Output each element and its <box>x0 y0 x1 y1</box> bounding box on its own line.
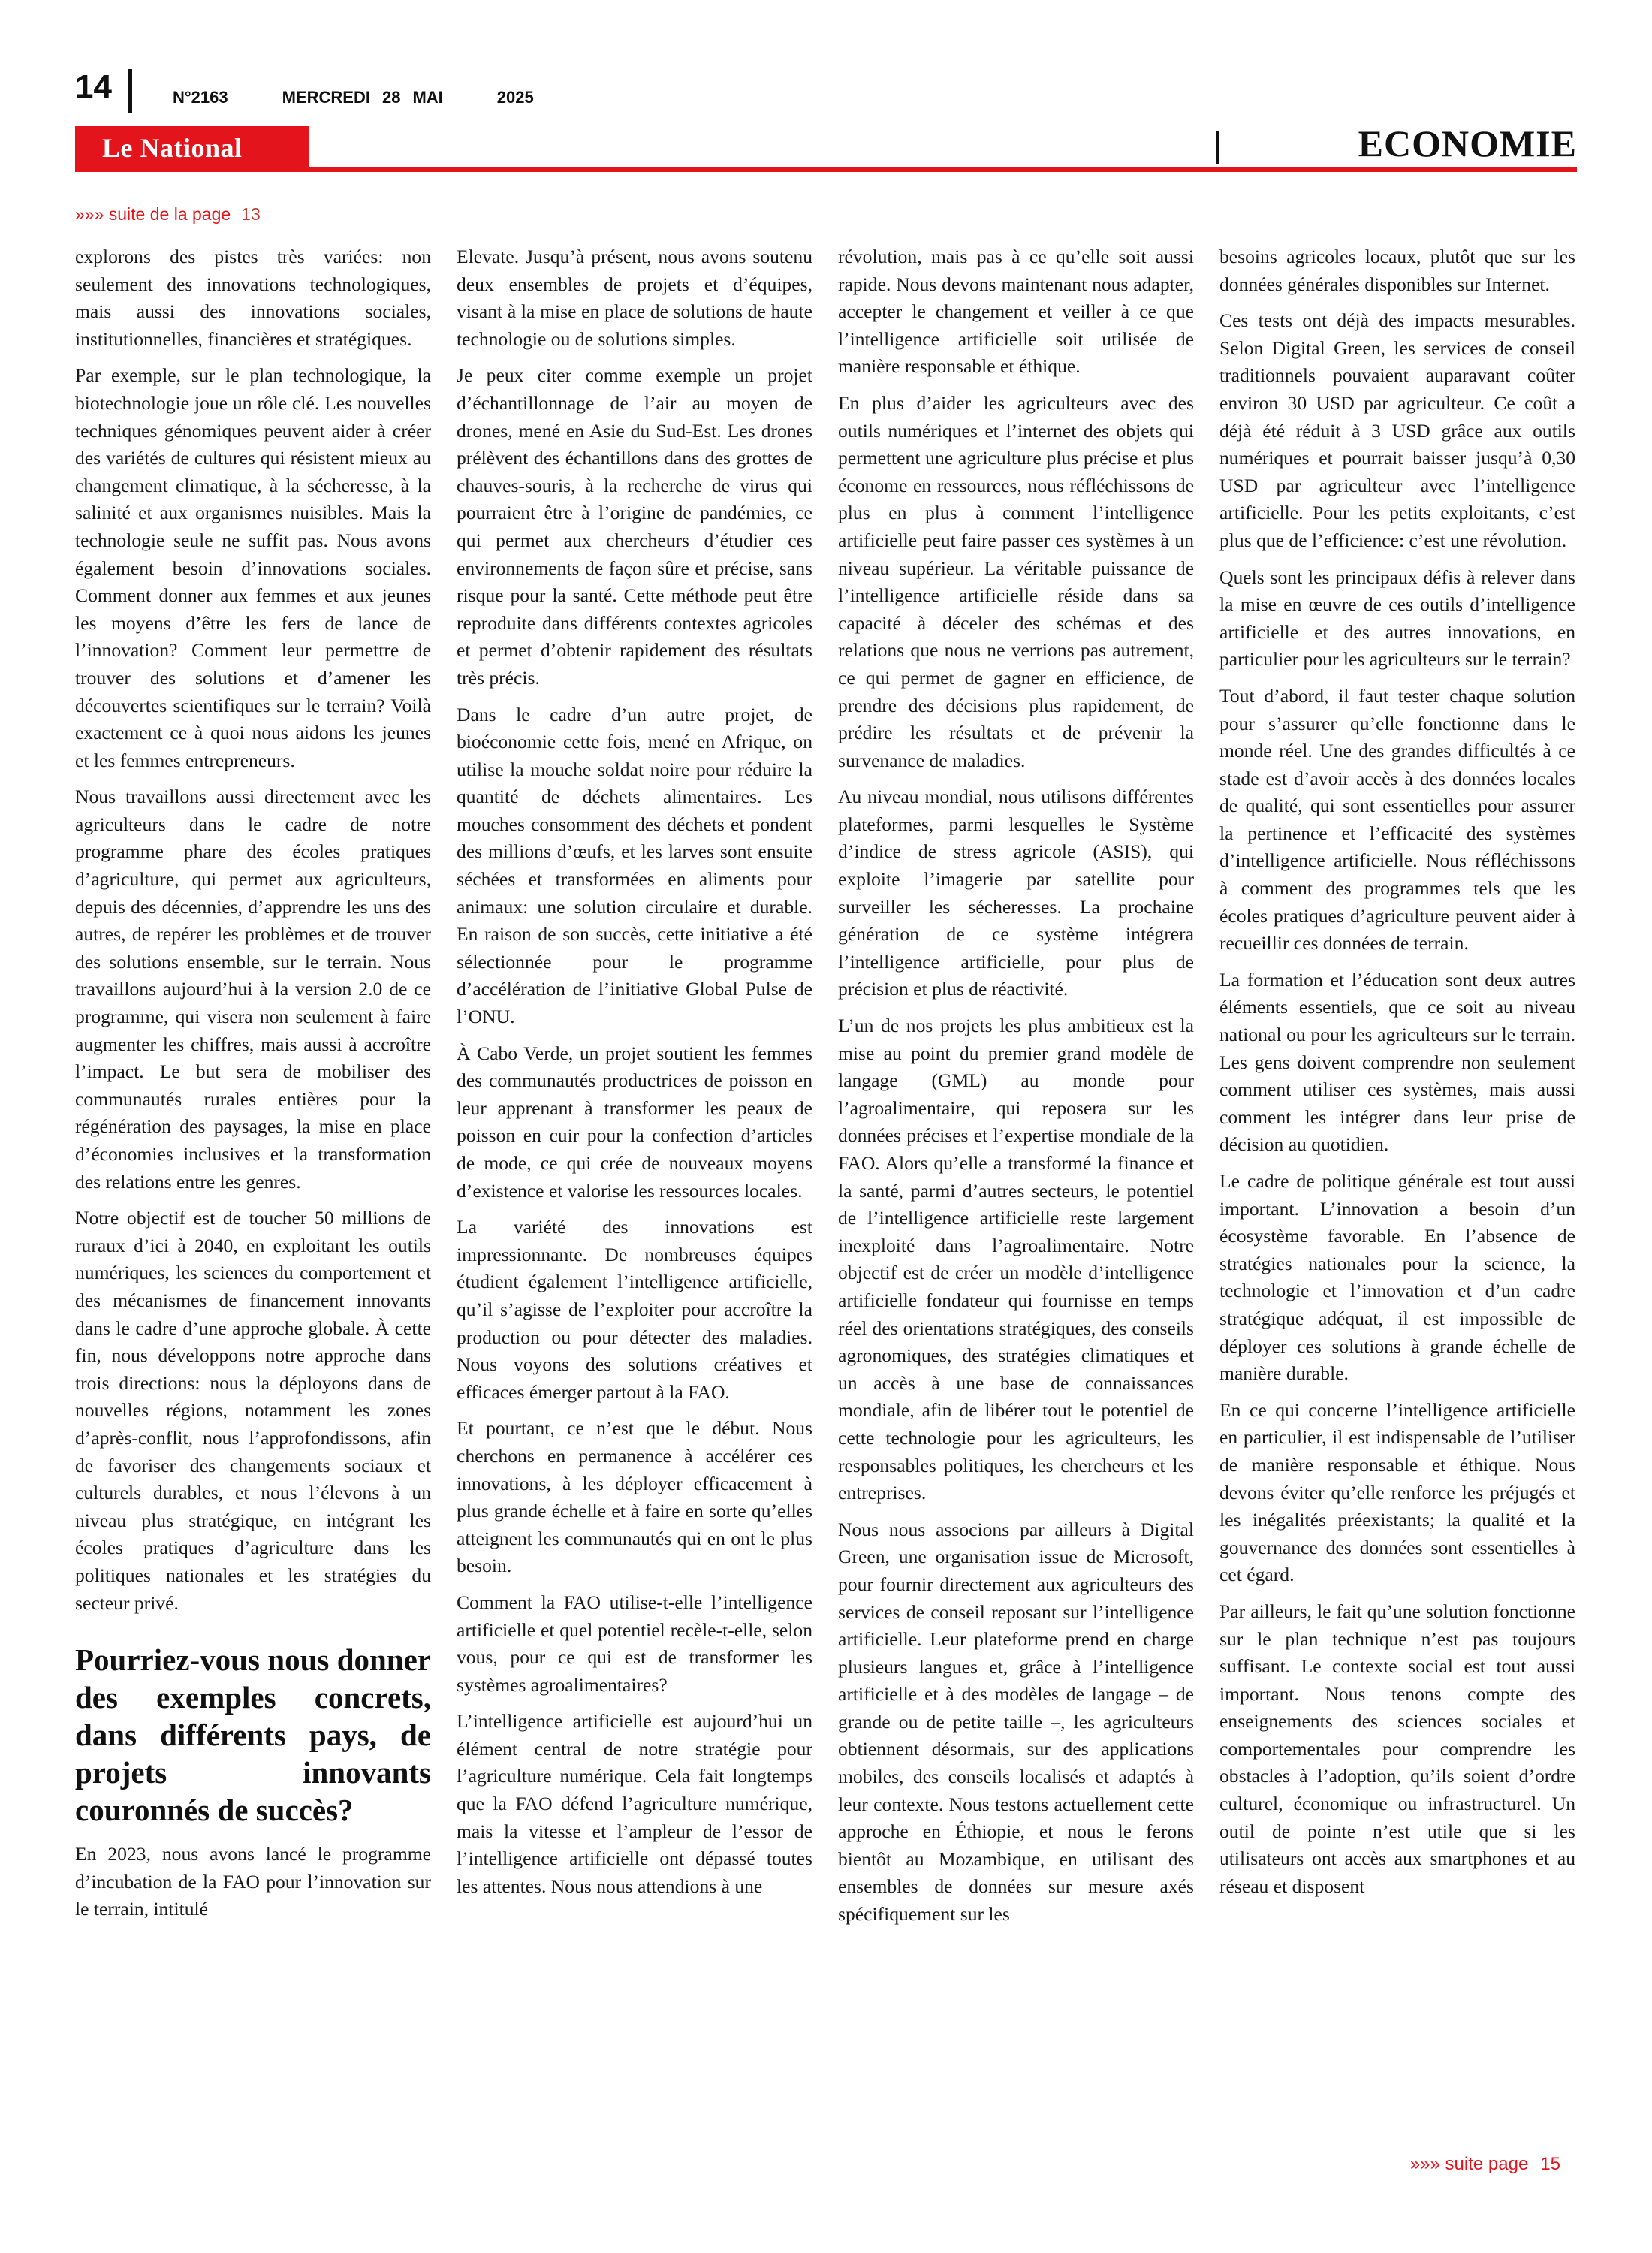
article-paragraph: explorons des pistes très variées: non seulement des innovations technologiques, mais aussi des innovations sociales, institutionnelles, financières et stratégiques. <box>75 246 431 350</box>
brand-logo: Le National <box>102 133 243 163</box>
article-paragraph: En plus d’aider les agriculteurs avec des outils numériques et l’internet des objets qui permettent une agriculture plus précise et plus économe en ressources, nous réfléchissons de plus en plus à comment l’intelligence artificielle peut faire passer ces systèmes à un niveau supérieur. La véritable puissance de l’intelligence artificielle réside dans sa capacité à déceler des schémas et des relations que nous ne verrions pas autrement, ce qui permet de gagner en efficience, de prendre des décisions plus rapidement, de prédire les résultats et de prévenir la survenance de maladies. <box>838 391 1194 771</box>
article-paragraph: En 2023, nous avons lancé le programme d’incubation de la FAO pour l’innovation sur le terrain, intitulé <box>75 1843 431 1920</box>
issue-year: 2025 <box>496 88 534 107</box>
article-paragraph: Le cadre de politique générale est tout aussi important. L’innovation a besoin d’un écosystème favorable. En l’absence de stratégies nationales pour la science, la technologie et l’innovation et d’un cadre stratégique adéquat, il est impossible de déployer ces solutions à grande échelle de manière durable. <box>1219 1170 1575 1385</box>
issue-day: 28 <box>381 88 401 107</box>
article-paragraph: À Cabo Verde, un projet soutient les femmes des communautés productrices de poisson en leur apprenant à transformer les peaux de poisson en cuir pour la confection d’articles de mode, ce qui crée de nouveaux moyens d’existence et valorise les ressources locales. <box>457 1042 812 1202</box>
section-title: ECONOMIE <box>1358 122 1577 164</box>
section-divider <box>1216 131 1219 164</box>
article-column-1 <box>75 243 431 1932</box>
issue-number: N°2163 <box>173 88 228 107</box>
continued-to <box>1410 2154 1560 2175</box>
interview-question-heading: Pourriez-vous nous donner des exemples concrets, dans différents pays, de projets innovants couronnés de succès? <box>75 1642 431 1828</box>
continued-from <box>75 204 261 225</box>
article-paragraph: Elevate. Jusqu’à présent, nous avons soutenu deux ensembles de projets et d’équipes, visant à la mise en place de solutions de haute technologie ou de solutions simples. <box>457 246 812 350</box>
article-paragraph: Ces tests ont déjà des impacts mesurables. Selon Digital Green, les services de conseil traditionnels pouvaient auparavant coûter environ 30 USD par agriculteur. Ce coût a déjà été réduit à 3 USD grâce aux outils numériques et pourrait baisser jusqu’à 0,30 USD par agriculteur avec l’intelligence artificielle. Pour les petits exploitants, c’est plus que de l’efficience: c’est une révolution. <box>1219 309 1575 551</box>
article-paragraph: La variété des innovations est impressionnante. De nombreuses équipes étudient également l’intelligence artificielle, qu’il s’agisse de l’exploiter pour accroître la production ou pour détecter des maladies. Nous voyons des solutions créatives et efficaces émerger partout à la FAO. <box>457 1216 812 1403</box>
article-paragraph: Nous travaillons aussi directement avec les agriculteurs dans le cadre de notre programme phare des écoles pratiques d’agriculture, qui permet aux agriculteurs, depuis des décennies, d’apprendre les uns des autres, de repérer les problèmes et de trouver des solutions ensemble, sur le terrain. Nous travaillons aujourd’hui à la version 2.0 de ce programme, qui visera non seulement à faire augmenter les chiffres, mais aussi à accroître l’impact. Le but sera de mobiliser des communautés rurales entières pour la régénération des paysages, la mise en place d’économies inclusives et la transformation des relations entre les genres. <box>75 786 431 1193</box>
article-paragraph: En ce qui concerne l’intelligence artificielle en particulier, il est indispensable de l’utiliser de manière responsable et éthique. Nous devons éviter qu’elle renforce les préjugés et les inégalités préexistants; la qualité et la gouvernance des données sont essentielles à cet égard. <box>1219 1398 1575 1586</box>
article-paragraph: Notre objectif est de toucher 50 millions de ruraux d’ici à 2040, en exploitant les outils numériques, les sciences du comportement et des mécanismes de financement innovants dans le cadre d’une approche globale. À cette fin, nous développons notre approche dans trois directions: nous la déployons dans de nouvelles régions, notamment les zones d’après-conflit, nous l’approfondissons, afin de favoriser des changements sociaux et culturels durables, et nous l’élevons à un niveau plus stratégique, en intégrant les écoles pratiques d’agriculture dans les politiques nationales et les stratégies du secteur privé. <box>75 1207 431 1614</box>
issue-info <box>173 88 546 107</box>
article-paragraph: Nous nous associons par ailleurs à Digital Green, une organisation issue de Microsoft, pour fournir directement aux agriculteurs des services de conseil reposant sur l’intelligence artificielle. Leur plateforme prend en charge plusieurs langues et, grâce à l’intelligence artificielle et à des modèles de langage – de grande ou de petite taille –, les agriculteurs obtiennent désormais, sur des applications mobiles, des conseils localisés et adaptés à leur contexte. Nous testons actuellement cette approche en Éthiopie, et nous le ferons bientôt au Mozambique, en utilisant des ensembles de données sur mesure axés spécifiquement sur les <box>838 1518 1194 1926</box>
article-paragraph: Par exemple, sur le plan technologique, la biotechnologie joue un rôle clé. Les nouvelles techniques génomiques peuvent aider à créer des variétés de cultures qui résistent mieux au changement climatique, à la sécheresse, à la salinité et aux organismes nuisibles. Mais la technologie seule ne suffit pas. Nous avons également besoin d’innovations sociales. Comment donner aux femmes et aux jeunes les moyens d’être les fers de lance de l’innovation? Comment leur permettre de trouver des solutions et d’amener les découvertes scientifiques sur le terrain? Voilà exactement ce à quoi nous aidons les jeunes et les femmes entrepreneurs. <box>75 364 431 771</box>
article-paragraph: Dans le cadre d’un autre projet, de bioéconomie cette fois, mené en Afrique, on utilise la mouche soldat noire pour réduire la quantité de déchets alimentaires. Les mouches consomment des déchets et pondent des millions d’œufs, et les larves sont ensuite séchées et transformées en aliments pour animaux: une solution circulaire et durable. En raison de son succès, cette initiative a été sélectionnée pour le programme d’accélération de l’initiative Global Pulse de l’ONU. <box>457 703 812 1028</box>
article-column-4 <box>1219 243 1575 1909</box>
continued-to-page: 15 <box>1540 2154 1560 2174</box>
article-column-3 <box>838 243 1194 1938</box>
issue-weekday: MERCREDI <box>282 88 370 107</box>
article-paragraph: Comment la FAO utilise-t-elle l’intelligence artificielle et quel potentiel recèle-t-elle, selon vous, pour ce qui est de transformer les systèmes agroalimentaires? <box>457 1591 812 1696</box>
header-rule <box>75 167 1577 172</box>
continued-from-page: 13 <box>241 204 261 224</box>
continued-to-label: »»» suite page <box>1409 2154 1529 2174</box>
article-paragraph: L’un de nos projets les plus ambitieux est la mise au point du premier grand modèle de langage (GML) au monde pour l’agroalimentaire, qui reposera sur les données précises et l’expertise mondiale de la FAO. Alors qu’elle a transformé la finance et la santé, parmi d’autres secteurs, le potentiel de l’intelligence artificielle reste largement inexploité dans l’agroalimentaire. Notre objectif est de créer un modèle d’intelligence artificielle fondateur qui fournisse en temps réel des orientations stratégiques, des conseils agronomiques, des stratégies climatiques et un accès à une base de connaissances mondiale, afin de libérer tout le potentiel de cette technologie pour les agriculteurs, les responsables politiques, les chercheurs et les entreprises. <box>838 1015 1194 1504</box>
article-paragraph: besoins agricoles locaux, plutôt que sur les données générales disponibles sur Internet. <box>1219 246 1575 295</box>
issue-month: MAI <box>412 88 443 107</box>
article-paragraph: Par ailleurs, le fait qu’une solution fonctionne sur le plan technique n’est pas toujours suffisant. Le contexte social est tout aussi important. Nous tenons compte des enseignements des sciences sociales et comportementales pour comprendre les obstacles à l’adoption, qu’ils soient d’ordre culturel, économique ou infrastructurel. Un outil de pointe n’est utile que si les utilisateurs ont accès aux smartphones et au réseau et disposent <box>1219 1600 1575 1897</box>
article-paragraph: Tout d’abord, il faut tester chaque solution pour s’assurer qu’elle fonctionne dans le monde réel. Une des grandes difficultés à ce stade est d’avoir accès à des données locales de qualité, qui sont essentielles pour assurer la pertinence et l’efficacité des systèmes d’intelligence artificielle. Nous réfléchissons à comment des programmes tels que les écoles pratiques d’agriculture peuvent aider à recueillir ces données de terrain. <box>1219 684 1575 955</box>
article-paragraph: La formation et l’éducation sont deux autres éléments essentiels, que ce soit au niveau national ou pour les agriculteurs sur le terrain. Les gens doivent comprendre non seulement comment utiliser ces systèmes, mais aussi comment les intégrer dans leur prise de décision au quotidien. <box>1219 968 1575 1156</box>
page-number-divider <box>128 69 132 113</box>
continued-from-label: »»» suite de la page <box>75 204 231 224</box>
article-column-2 <box>457 243 812 1909</box>
article-paragraph: Et pourtant, ce n’est que le début. Nous cherchons en permanence à accélérer ces innovations, à les déployer efficacement à plus grande échelle et à faire en sorte qu’elles atteignent les communautés qui en ont le plus besoin. <box>457 1417 812 1577</box>
article-paragraph: L’intelligence artificielle est aujourd’hui un élément central de notre stratégie pour l’agriculture numérique. Cela fait longtemps que la FAO défend l’agriculture numérique, mais la vitesse et l’ampleur de l’essor de l’intelligence artificielle ont dépassé toutes les attentes. Nous nous attendions à une <box>457 1710 812 1897</box>
article-paragraph: Au niveau mondial, nous utilisons différentes plateformes, parmi lesquelles le Système d’indice de stress agricole (ASIS), qui exploite l’imagerie par satellite pour surveiller les sécheresses. La prochaine génération de ce système intégrera l’intelligence artificielle, pour plus de précision et plus de réactivité. <box>838 786 1194 1000</box>
article-paragraph: Je peux citer comme exemple un projet d’échantillonnage de l’air au moyen de drones, mené en Asie du Sud-Est. Les drones prélèvent des échantillons dans des grottes de chauves-souris, à la recherche de virus qui pourraient être à l’origine de pandémies, ce qui permet aux chercheurs d’étudier ces environnements de façon sûre et précise, sans risque pour la santé. Cette méthode peut être reproduite dans différents contextes agricoles et permet d’obtenir rapidement des résultats très précis. <box>457 364 812 689</box>
page-number: 14 <box>75 68 112 105</box>
article-paragraph: Quels sont les principaux défis à relever dans la mise en œuvre de ces outils d’intelligence artificielle et des autres innovations, en particulier pour les agriculteurs sur le terrain? <box>1219 566 1575 671</box>
article-paragraph: révolution, mais pas à ce qu’elle soit aussi rapide. Nous devons maintenant nous adapter, accepter le changement et veiller à ce que l’intelligence artificielle soit utilisée de manière responsable et éthique. <box>838 246 1194 378</box>
